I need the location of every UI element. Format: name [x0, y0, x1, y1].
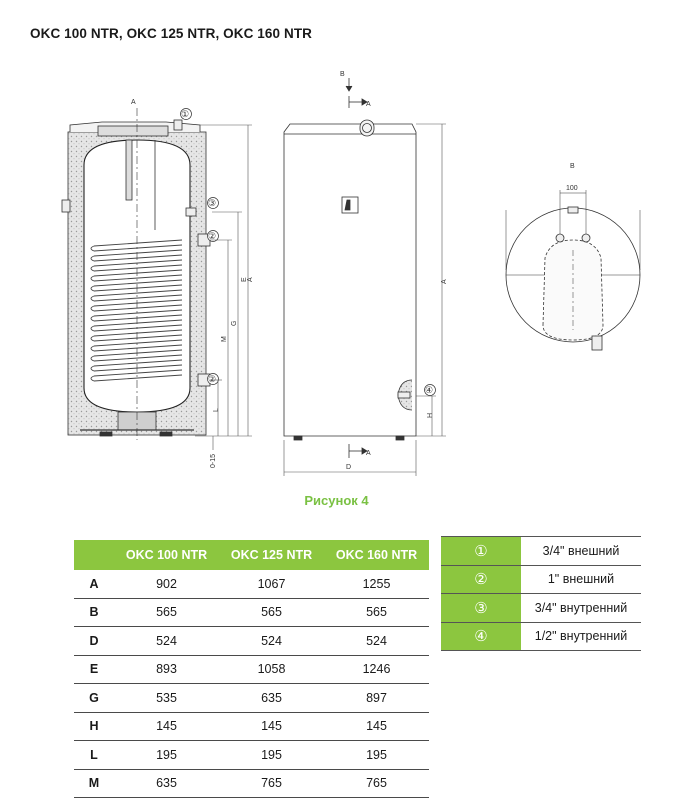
callout-2-lower: ②	[208, 374, 217, 384]
connection-size: 1" внешний	[521, 565, 641, 594]
table-row	[74, 684, 429, 713]
table-row	[441, 594, 641, 623]
connection-symbol: ②	[441, 565, 521, 594]
label-g-dim: G	[231, 320, 238, 326]
table-row	[74, 712, 429, 741]
connection-size: 3/4" внешний	[521, 537, 641, 566]
table-row	[441, 537, 641, 566]
callout-4: ④	[425, 385, 434, 395]
cell-value: 195	[114, 741, 219, 770]
label-a-arrow-bottom: A	[366, 450, 371, 457]
label-d-width: D	[346, 464, 352, 471]
section-view	[62, 108, 210, 440]
table-row	[441, 622, 641, 651]
cell-value: 635	[219, 684, 324, 713]
connection-symbol: ①	[441, 537, 521, 566]
cell-value: 765	[219, 769, 324, 798]
header-okc160: OKC 160 NTR	[324, 540, 429, 570]
cell-value: 1058	[219, 655, 324, 684]
row-label: L	[74, 741, 114, 770]
table-row	[74, 655, 429, 684]
cell-value: 145	[324, 712, 429, 741]
callout-1-top: ①	[181, 109, 190, 119]
cell-value: 524	[114, 627, 219, 656]
label-a-center: A	[131, 99, 136, 106]
dimensions-header-row	[74, 540, 429, 570]
header-okc125: OKC 125 NTR	[219, 540, 324, 570]
label-015-dim: 0-15	[210, 453, 217, 468]
cell-value: 565	[324, 598, 429, 627]
table-row	[74, 627, 429, 656]
cell-value: 565	[114, 598, 219, 627]
cell-value: 1067	[219, 570, 324, 598]
label-h-height: H	[427, 412, 434, 418]
table-row	[441, 565, 641, 594]
label-a-dim: A	[247, 277, 254, 282]
label-e-dim: E	[241, 277, 248, 282]
label-a-height: A	[441, 279, 448, 284]
label-100: 100	[566, 185, 578, 192]
connections-table	[441, 536, 641, 651]
cell-value: 897	[324, 684, 429, 713]
cell-value: 524	[324, 627, 429, 656]
connection-symbol: ④	[441, 622, 521, 651]
row-label: M	[74, 769, 114, 798]
top-view	[506, 190, 640, 350]
header-okc100: OKC 100 NTR	[114, 540, 219, 570]
page-title: OKC 100 NTR, OKC 125 NTR, OKC 160 NTR	[30, 26, 313, 41]
label-b-arrow: B	[340, 71, 345, 78]
cell-value: 195	[219, 741, 324, 770]
label-b-top: B	[570, 163, 575, 170]
row-label: E	[74, 655, 114, 684]
cell-value: 1255	[324, 570, 429, 598]
connection-size: 1/2" внутренний	[521, 622, 641, 651]
row-label: A	[74, 570, 114, 598]
cell-value: 902	[114, 570, 219, 598]
label-a-arrow-top: A	[366, 101, 371, 108]
callout-2-upper: ②	[208, 231, 217, 241]
table-row	[74, 741, 429, 770]
callout-3: ③	[208, 198, 217, 208]
row-label: H	[74, 712, 114, 741]
connection-symbol: ③	[441, 594, 521, 623]
cell-value: 765	[324, 769, 429, 798]
row-label: D	[74, 627, 114, 656]
cell-value: 565	[219, 598, 324, 627]
cell-value: 1246	[324, 655, 429, 684]
front-view	[284, 78, 446, 476]
row-label: G	[74, 684, 114, 713]
header-blank	[74, 540, 114, 570]
cell-value: 535	[114, 684, 219, 713]
label-l-dim: L	[213, 408, 220, 412]
cell-value: 195	[324, 741, 429, 770]
table-row	[74, 598, 429, 627]
label-m-dim: M	[221, 336, 228, 342]
table-row	[74, 769, 429, 798]
cell-value: 893	[114, 655, 219, 684]
figure-caption: Рисунок 4	[304, 493, 369, 508]
cell-value: 524	[219, 627, 324, 656]
cell-value: 635	[114, 769, 219, 798]
table-row	[74, 570, 429, 598]
dimensions-table	[74, 540, 429, 798]
cell-value: 145	[114, 712, 219, 741]
row-label: B	[74, 598, 114, 627]
connection-size: 3/4" внутренний	[521, 594, 641, 623]
cell-value: 145	[219, 712, 324, 741]
